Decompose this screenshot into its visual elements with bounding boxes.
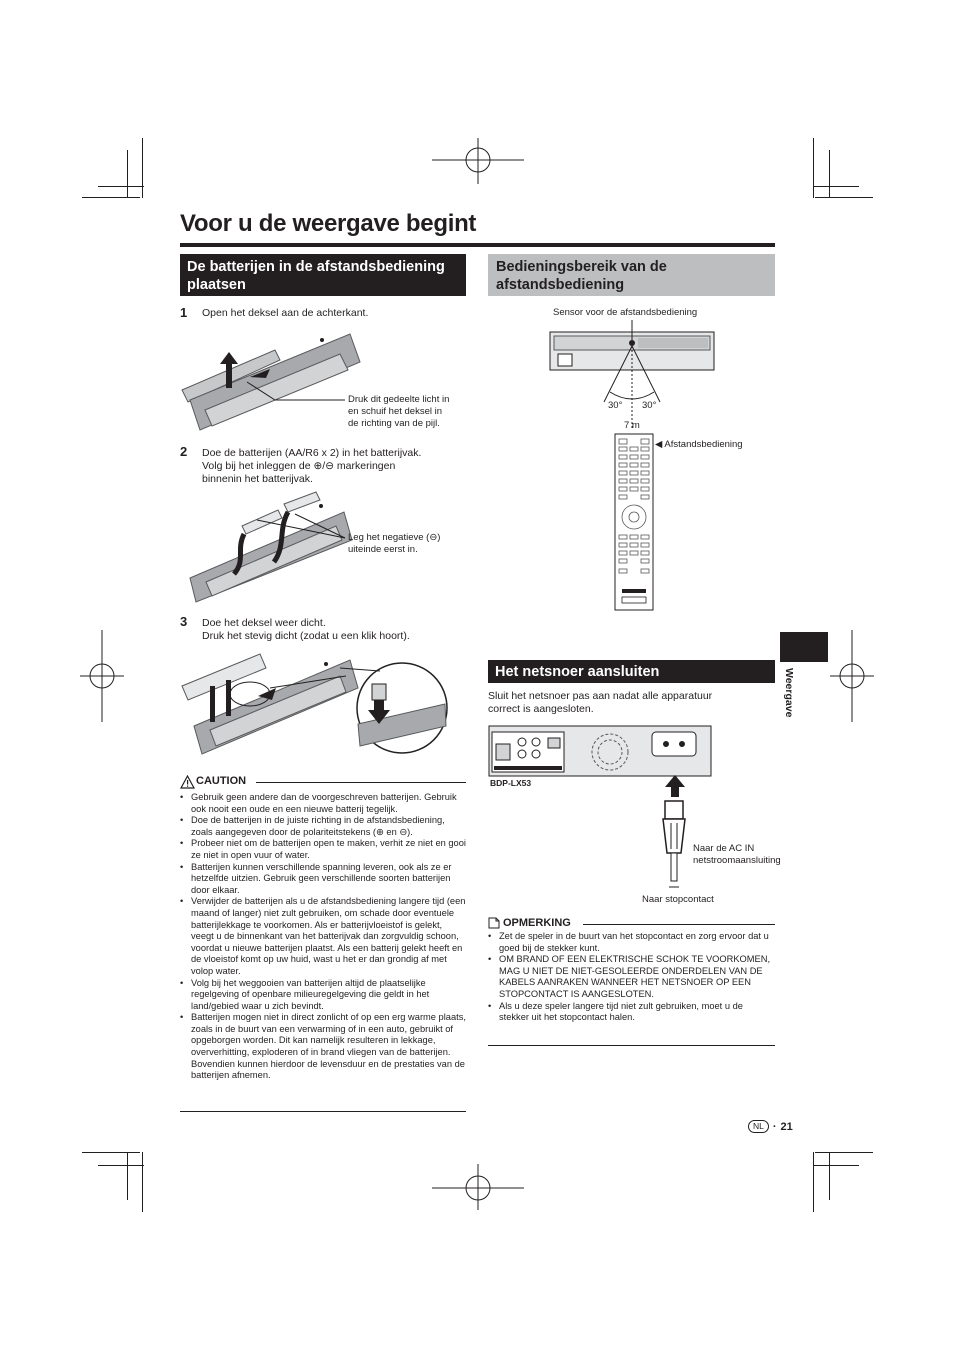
step-2-text: Doe de batterijen (AA/R6 x 2) in het batterijvak. Volg bij het inleggen de ⊕/⊖ markeringen binnenin het batterijvak. [202, 447, 422, 485]
caution-item: • Probeer niet om de batterijen open te maken, verhit ze niet en gooi ze niet in open vuur of water. [180, 838, 466, 861]
warning-icon [180, 775, 195, 789]
callout-2: Leg het negatieve (⊖) uiteinde eerst in. [348, 532, 441, 555]
remote-label: ◀ Afstandsbediening [655, 439, 743, 450]
page-footer [748, 1120, 793, 1133]
note-rule [583, 924, 775, 925]
insert-batteries-illustration [186, 490, 356, 605]
registration-mark-bottom [432, 1164, 524, 1212]
power-heading: Het netsnoer aansluiten [488, 660, 775, 683]
angle-left: 30° [608, 400, 623, 411]
note-label: OPMERKING [503, 917, 571, 929]
step-3-text: Doe het deksel weer dicht. Druk het stevig dicht (zodat u een klik hoort). [202, 617, 410, 642]
remote-open-cover-illustration [180, 322, 365, 432]
caution-item: • Volg bij het weggooien van batterijen altijd de plaatselijke regelgeving of openbare milieuregelgeving die geldt in het land/gebied waar u zich bevindt. [180, 978, 466, 1013]
page-number: 21 [780, 1120, 793, 1133]
callout-2-line [255, 512, 350, 542]
step-1-number: 1 [180, 305, 188, 320]
player-rear-panel-image [488, 724, 713, 780]
step-2-number: 2 [180, 444, 188, 459]
language-badge: NL [748, 1120, 769, 1133]
note-icon [488, 917, 500, 929]
caution-list [180, 792, 466, 1082]
note-item: • Zet de speler in de buurt van het stopcontact en zorg ervoor dat u goed bij de stekker kunt. [488, 931, 775, 954]
distance-label: 7 m [624, 420, 640, 431]
registration-mark-right [830, 630, 874, 722]
sensor-label: Sensor voor de afstandsbediening [553, 307, 698, 318]
caution-item: • Batterijen mogen niet in direct zonlicht of op een erg warme plaats, zoals in de buurt van een verwarming of in een auto, gebruikt of opgeborgen worden. Dit kan namelijk resulteren in lekkage, oververhitting, exploderen of in brand vliegen van de batterijen. Bovendien kunnen hierdoor de levensduur en de prestaties van de batterijen afnemen. [180, 1012, 466, 1082]
caution-item: • Doe de batterijen in de juiste richting in de afstandsbediening, zoals aangegeven door de polariteitstekens (⊕ en ⊖). [180, 815, 466, 838]
close-cover-illustration [180, 646, 470, 758]
range-heading: Bedieningsbereik van de afstandsbediening [488, 254, 775, 296]
power-cord-image [655, 773, 695, 893]
note-list [488, 931, 775, 1024]
note-item: • OM BRAND OF EEN ELEKTRISCHE SCHOK TE VOORKOMEN, MAG U NIET DE NIET-GESOLEERDE ONDERDELEN VAN DE KABELS AANRAKEN WANNEER HET NETSNOER OP EEN STOPCONTACT IS AANGESLOTEN. [488, 954, 775, 1000]
title-rule [180, 243, 775, 247]
ac-in-label: Naar de AC IN netstroomaansluiting [693, 843, 781, 866]
outlet-label: Naar stopcontact [642, 894, 714, 905]
remote-control-image [614, 433, 654, 611]
page-separator: · [772, 1120, 777, 1133]
caution-rule [256, 782, 466, 783]
section-tab [780, 632, 828, 662]
callout-1: Druk dit gedeelte licht in en schuif het deksel in de richting van de pijl. [348, 394, 450, 429]
caution-item: • Batterijen kunnen verschillende spanning leveren, ook als ze er hetzelfde uitzien. Gebruik geen verschillende soorten batterijen door elkaar. [180, 862, 466, 897]
caution-item: • Verwijder de batterijen als u de afstandsbediening langere tijd (een maand of langer) niet zult gebruiken, om schade door eventuele batterijlekkage te voorkomen. Als er batterijvloeistof is gelekt, veegt u de binnenkant van het batterijvak dan zorgvuldig schoon, voordat u nieuwe batterijen plaatst. Als een batterij gelekt heeft en de vloeistof komt op uw huid, wast u het er dan grondig af met volop water. [180, 896, 466, 977]
caution-bottom-rule [180, 1111, 466, 1112]
note-item: • Als u deze speler langere tijd niet zult gebruiken, moet u de stekker uit het stopcontact halen. [488, 1001, 775, 1024]
callout-1-line [245, 380, 350, 405]
section-tab-label: Weergave [783, 668, 795, 718]
step-1-text: Open het deksel aan de achterkant. [202, 307, 369, 319]
registration-mark-left [80, 630, 124, 722]
model-label: BDP-LX53 [490, 778, 532, 788]
caution-item: • Gebruik geen andere dan de voorgeschreven batterijen. Gebruik ook nooit een oude en een nieuwe batterij tegelijk. [180, 792, 466, 815]
angle-right: 30° [642, 400, 657, 411]
page-title: Voor u de weergave begint [180, 210, 477, 237]
power-intro: Sluit het netsnoer pas aan nadat alle apparatuur correct is aangesloten. [488, 690, 713, 715]
caution-label: CAUTION [196, 775, 247, 787]
note-bottom-rule [488, 1045, 775, 1046]
batteries-heading: De batterijen in de afstandsbediening plaatsen [180, 254, 466, 296]
step-3-number: 3 [180, 614, 188, 629]
registration-mark-top [432, 138, 524, 186]
